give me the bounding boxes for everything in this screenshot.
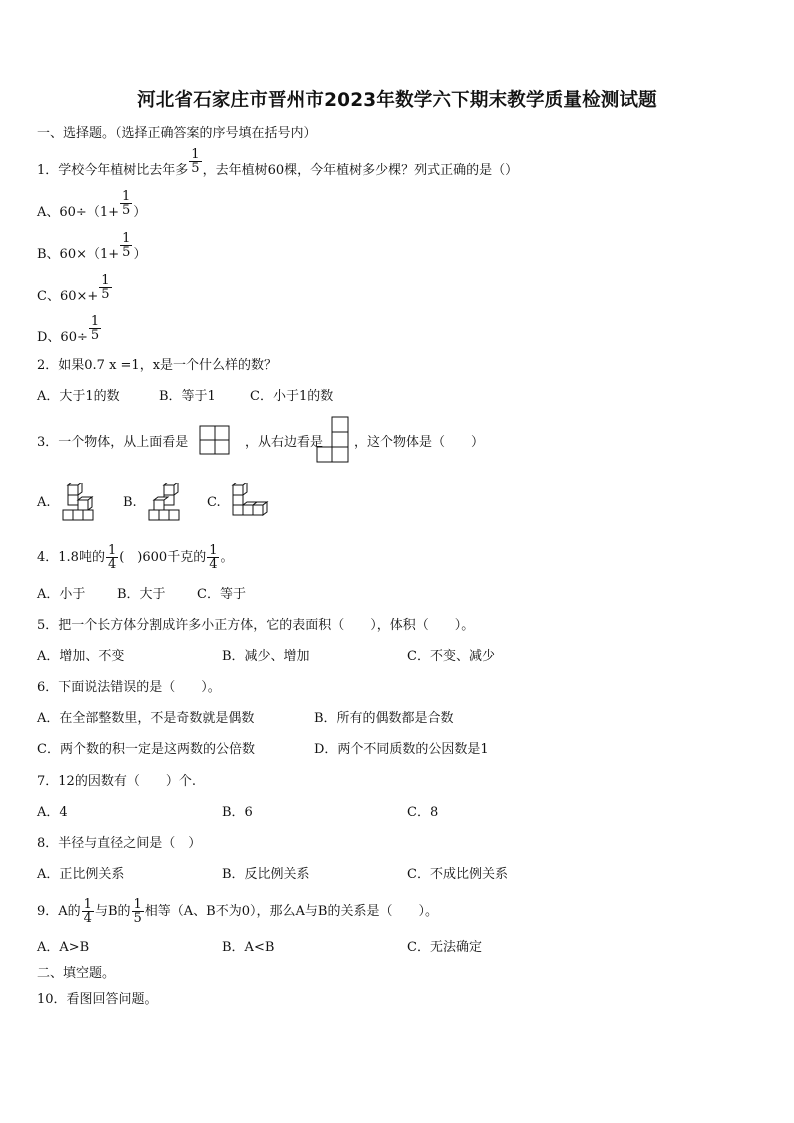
numerator: 1 bbox=[83, 897, 92, 912]
option-text-2: ） bbox=[133, 247, 147, 262]
top-view-figure bbox=[199, 425, 231, 455]
denominator: 5 bbox=[133, 911, 142, 926]
question-5: 5．把一个长方体分割成许多小正方体，它的表面积（ ），体积（ ）。 bbox=[37, 618, 475, 633]
question-3-text-2: ，从右边看是 bbox=[245, 435, 324, 450]
denominator: 5 bbox=[122, 245, 131, 260]
question-3-text: 3．一个物体，从上面看是 bbox=[37, 435, 189, 450]
option-text: D、60÷ bbox=[37, 330, 88, 345]
denominator: 5 bbox=[122, 203, 131, 218]
fraction bbox=[189, 148, 201, 175]
q2-option-a: A．大于1的数 bbox=[37, 389, 120, 404]
right-view-figure bbox=[316, 416, 350, 464]
q3-option-a-label: A. bbox=[37, 495, 51, 510]
question-1-text-2: ，去年植树60棵，今年植树多少棵？列式正确的是（） bbox=[202, 163, 519, 178]
fraction bbox=[99, 274, 111, 301]
numerator: 1 bbox=[133, 897, 142, 912]
fraction bbox=[89, 315, 101, 342]
q3-option-b-cubes bbox=[146, 483, 184, 523]
q1-option-b bbox=[37, 231, 147, 268]
q1-option-c bbox=[37, 273, 113, 310]
option-text: A、60÷（1+ bbox=[37, 205, 119, 220]
denominator: 5 bbox=[191, 161, 200, 176]
q4-option-c: C．等于 bbox=[197, 587, 246, 602]
question-3-text-3: ，这个物体是（ ） bbox=[354, 435, 485, 450]
numerator: 1 bbox=[122, 231, 131, 246]
q6-option-c: C．两个数的积一定是这两数的公倍数 bbox=[37, 742, 255, 757]
fraction bbox=[120, 190, 132, 217]
numerator: 1 bbox=[101, 273, 110, 288]
q1-option-d bbox=[37, 314, 102, 351]
numerator: 1 bbox=[90, 314, 100, 329]
q6-option-a: A．在全部整数里，不是奇数就是偶数 bbox=[37, 711, 255, 726]
q2-option-b: B．等于1 bbox=[159, 389, 216, 404]
q6-option-b: B．所有的偶数都是合数 bbox=[314, 711, 454, 726]
option-text: C、60×+ bbox=[37, 289, 99, 304]
question-8: 8．半径与直径之间是（ ） bbox=[37, 836, 202, 851]
q9-option-a: A．A>B bbox=[37, 940, 90, 955]
question-1-text: 1．学校今年植树比去年多 bbox=[37, 163, 189, 178]
q7-option-b: B．6 bbox=[222, 805, 253, 820]
denominator: 4 bbox=[107, 557, 117, 572]
q7-option-a: A．4 bbox=[37, 805, 68, 820]
q5-option-b: B．减少、增加 bbox=[222, 649, 310, 664]
question-2: 2．如果0.7 x =1，x是一个什么样的数？ bbox=[37, 358, 278, 373]
option-text-2: ） bbox=[133, 205, 147, 220]
numerator: 1 bbox=[191, 147, 200, 162]
question-9-text: 9．A的 bbox=[37, 904, 81, 919]
denominator: 5 bbox=[101, 287, 110, 302]
question-1 bbox=[37, 147, 519, 184]
question-4-text-3: 。 bbox=[220, 550, 234, 565]
question-4-text-2: ( )600千克的 bbox=[119, 550, 207, 565]
page-title: 河北省石家庄市晋州市2023年数学六下期末教学质量检测试题 bbox=[137, 90, 657, 111]
q7-option-c: C．8 bbox=[407, 805, 439, 820]
question-9 bbox=[37, 898, 438, 925]
q4-option-b: B．大于 bbox=[117, 587, 166, 602]
numerator: 1 bbox=[107, 543, 117, 558]
fraction bbox=[82, 898, 94, 925]
q3-option-c-label: C. bbox=[207, 495, 221, 510]
q8-option-a: A．正比例关系 bbox=[37, 867, 125, 882]
q8-option-b: B．反比例关系 bbox=[222, 867, 310, 882]
q3-option-a-cubes bbox=[60, 483, 98, 523]
fraction bbox=[207, 544, 219, 571]
denominator: 4 bbox=[83, 911, 92, 926]
q5-option-a: A．增加、不变 bbox=[37, 649, 125, 664]
question-9-text-2: 与B的 bbox=[94, 904, 131, 919]
q3-option-b-label: B. bbox=[123, 495, 137, 510]
q1-option-a bbox=[37, 189, 147, 226]
fraction bbox=[132, 898, 144, 925]
question-4 bbox=[37, 544, 234, 571]
q6-option-d: D．两个不同质数的公因数是1 bbox=[314, 742, 489, 757]
section-heading-choice: 一、选择题。（选择正确答案的序号填在括号内） bbox=[37, 126, 317, 141]
section-heading-fill: 二、填空题。 bbox=[37, 966, 116, 981]
question-10: 10．看图回答问题。 bbox=[37, 992, 158, 1007]
q5-option-c: C．不变、减少 bbox=[407, 649, 495, 664]
denominator: 5 bbox=[90, 328, 100, 343]
fraction bbox=[106, 544, 118, 571]
q4-option-a: A．小于 bbox=[37, 587, 86, 602]
denominator: 4 bbox=[209, 557, 218, 572]
q3-option-c-cubes bbox=[229, 483, 269, 523]
numerator: 1 bbox=[209, 543, 218, 558]
q9-option-b: B．A<B bbox=[222, 940, 275, 955]
question-9-text-3: 相等（A、B不为0），那么A与B的关系是（ ）。 bbox=[144, 904, 438, 919]
fraction bbox=[120, 232, 132, 259]
q8-option-c: C．不成比例关系 bbox=[407, 867, 508, 882]
question-7: 7．12的因数有（ ）个. bbox=[37, 774, 196, 789]
q9-option-c: C．无法确定 bbox=[407, 940, 482, 955]
question-4-text: 4．1.8吨的 bbox=[37, 550, 105, 565]
numerator: 1 bbox=[122, 189, 131, 204]
question-6: 6．下面说法错误的是（ ）。 bbox=[37, 680, 221, 695]
option-text: B、60×（1+ bbox=[37, 247, 120, 262]
q2-option-c: C．小于1的数 bbox=[250, 389, 334, 404]
